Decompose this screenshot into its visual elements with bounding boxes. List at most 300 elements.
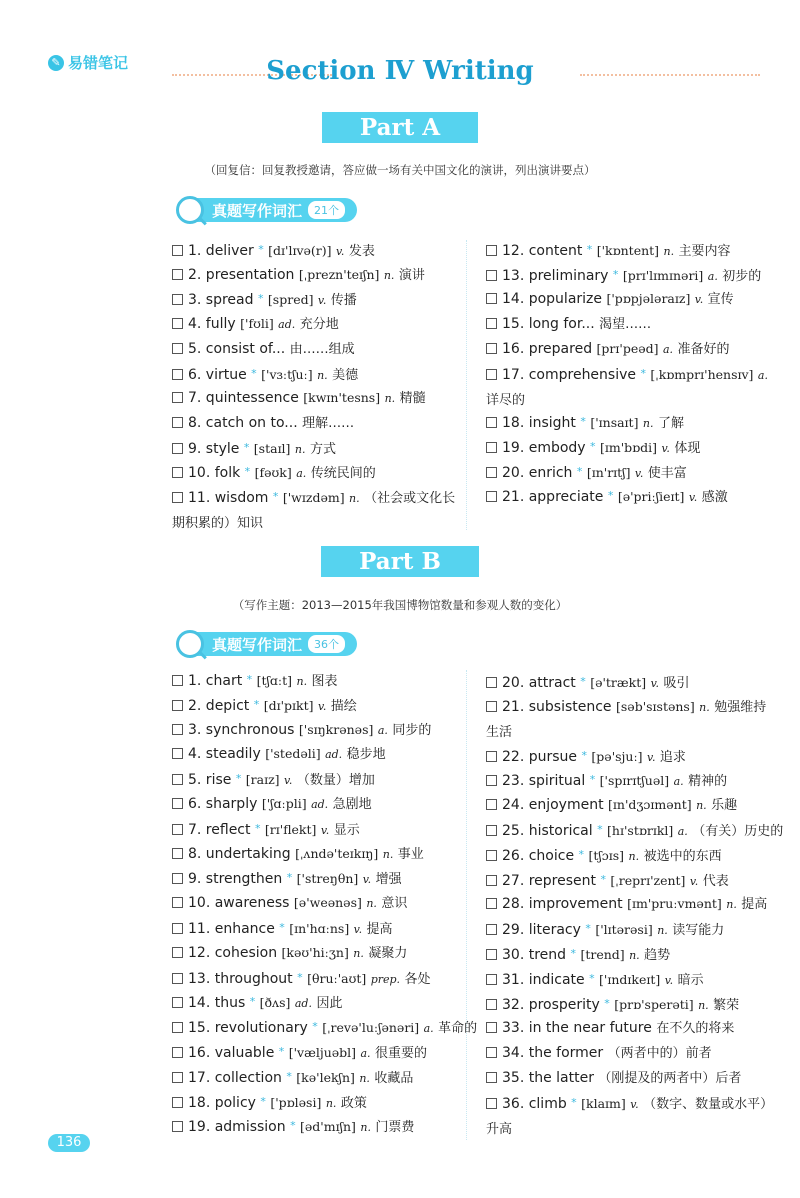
column-divider bbox=[466, 670, 467, 1140]
chinese-meaning: 事业 bbox=[397, 846, 424, 862]
star-icon: * bbox=[279, 921, 285, 934]
vocab-word: 13. preliminary bbox=[502, 267, 609, 284]
chinese-meaning: 被选中的东西 bbox=[643, 848, 722, 864]
vocab-item bbox=[486, 287, 734, 312]
star-icon: * bbox=[258, 243, 264, 256]
phonetic: [prɒ'sperəti] bbox=[614, 996, 694, 1012]
part-of-speech: ad. bbox=[311, 798, 329, 811]
star-icon: * bbox=[257, 292, 264, 306]
part-of-speech: v. bbox=[335, 245, 345, 258]
part-of-speech: a. bbox=[673, 775, 684, 789]
checkbox-icon[interactable] bbox=[486, 751, 497, 762]
checkbox-icon[interactable] bbox=[172, 492, 183, 503]
chinese-meaning: 图表 bbox=[311, 674, 338, 689]
star-icon: * bbox=[578, 847, 585, 861]
vocab-word: 27. represent bbox=[502, 872, 596, 889]
section-title: Section Ⅳ Writing bbox=[266, 56, 534, 86]
part-a-banner bbox=[0, 112, 800, 143]
chinese-meaning: （数字、数量或水平）升高 bbox=[486, 1096, 774, 1137]
checkbox-icon[interactable] bbox=[486, 417, 497, 428]
star-icon: * bbox=[260, 1094, 266, 1108]
part-of-speech: ad. bbox=[325, 748, 343, 762]
vocab-item bbox=[486, 362, 776, 413]
part-of-speech: ad. bbox=[294, 997, 312, 1011]
star-icon: * bbox=[640, 366, 646, 380]
phonetic: [ˌrevə'luːʃənəri] bbox=[322, 1020, 420, 1036]
phonetic: ['stedəli] bbox=[265, 746, 321, 762]
brand-label: 易错笔记 bbox=[68, 54, 129, 72]
chinese-meaning: 宣传 bbox=[707, 292, 734, 308]
star-icon: * bbox=[597, 823, 603, 836]
vocab-word: 12. content bbox=[502, 243, 583, 259]
vocab-item bbox=[172, 941, 407, 966]
phonetic: [ɪn'hɑːns] bbox=[289, 921, 350, 936]
phonetic: [dɪ'lɪvə(r)] bbox=[268, 243, 332, 258]
phonetic: [staɪl] bbox=[253, 440, 291, 456]
checkbox-icon[interactable] bbox=[172, 897, 183, 908]
checkbox-icon[interactable] bbox=[486, 949, 497, 960]
vocab-item bbox=[486, 892, 767, 917]
vocab-word: 7. quintessence bbox=[188, 390, 299, 407]
star-icon: * bbox=[243, 440, 250, 454]
checkbox-icon[interactable] bbox=[486, 1022, 497, 1033]
part-of-speech: n. bbox=[657, 924, 668, 938]
chinese-meaning: （数量）增加 bbox=[296, 773, 375, 789]
chinese-meaning: 传播 bbox=[330, 293, 357, 309]
phonetic: ['ɪnsaɪt] bbox=[590, 415, 639, 431]
star-icon: * bbox=[570, 947, 576, 960]
checkbox-icon[interactable] bbox=[172, 824, 183, 835]
phonetic: [ˌʌndə'teɪkɪŋ] bbox=[295, 845, 379, 861]
phonetic: [tʃɔɪs] bbox=[588, 847, 625, 863]
phonetic: [klaɪm] bbox=[581, 1095, 626, 1111]
chinese-meaning: 在不久的将来 bbox=[656, 1021, 735, 1037]
vocab-item bbox=[172, 966, 431, 992]
phonetic: [ɪn'rɪtʃ] bbox=[586, 464, 631, 480]
vocab-item bbox=[172, 990, 342, 1016]
checkbox-icon[interactable] bbox=[486, 799, 497, 810]
chinese-meaning: 理解…… bbox=[302, 415, 355, 431]
checkbox-icon[interactable] bbox=[172, 467, 183, 478]
checkbox-icon[interactable] bbox=[486, 677, 497, 688]
vocab-word: 22. pursue bbox=[502, 748, 578, 765]
vocab-word: 8. catch on to... bbox=[188, 414, 298, 431]
part-of-speech: a. bbox=[377, 723, 388, 737]
checkbox-icon[interactable] bbox=[172, 774, 183, 785]
checkbox-icon[interactable] bbox=[172, 1097, 183, 1108]
vocab-item bbox=[486, 460, 687, 486]
chinese-meaning: 演讲 bbox=[398, 267, 425, 283]
chinese-meaning: （刚提及的两者中）后者 bbox=[598, 1071, 742, 1086]
part-of-speech: n. bbox=[353, 946, 364, 960]
part-of-speech: n. bbox=[349, 492, 360, 505]
chinese-meaning: 同步的 bbox=[392, 722, 432, 738]
vocab-item bbox=[172, 362, 358, 388]
vocab-word: 17. collection bbox=[188, 1069, 282, 1086]
star-icon: * bbox=[254, 821, 261, 835]
checkbox-icon[interactable] bbox=[486, 850, 497, 861]
vocab-item bbox=[486, 768, 727, 794]
chinese-meaning: 使丰富 bbox=[647, 465, 687, 481]
vocab-item bbox=[486, 843, 722, 869]
vocab-item bbox=[172, 287, 357, 313]
phonetic: [trend] bbox=[580, 947, 625, 962]
vocab-count-badge: 36个 bbox=[308, 635, 345, 653]
part-of-speech: v. bbox=[661, 441, 670, 455]
checkbox-icon[interactable] bbox=[486, 701, 497, 712]
vocab-item bbox=[172, 312, 339, 337]
chinese-meaning: 感激 bbox=[701, 490, 728, 506]
checkbox-icon[interactable] bbox=[172, 443, 183, 454]
checkbox-icon[interactable] bbox=[172, 1072, 183, 1083]
vocab-item bbox=[486, 793, 737, 818]
checkbox-icon[interactable] bbox=[486, 999, 497, 1010]
vocab-word: 3. spread bbox=[188, 292, 254, 309]
vocab-word: 16. valuable bbox=[188, 1045, 275, 1061]
star-icon: * bbox=[251, 366, 257, 380]
vocab-item bbox=[172, 916, 393, 942]
vocab-word: 4. steadily bbox=[188, 746, 261, 763]
part-of-speech: n. bbox=[383, 268, 395, 282]
checkbox-icon[interactable] bbox=[486, 875, 497, 886]
vocab-word: 21. subsistence bbox=[502, 698, 612, 715]
phonetic: ['lɪtərəsi] bbox=[595, 922, 653, 938]
vocab-item bbox=[486, 868, 729, 894]
part-of-speech: n. bbox=[663, 245, 675, 258]
vocab-word: 2. presentation bbox=[188, 266, 295, 283]
pencil-icon: ✎ bbox=[48, 55, 64, 71]
phonetic: [dɪ'pɪkt] bbox=[263, 697, 314, 713]
part-of-speech: v. bbox=[650, 677, 659, 690]
checkbox-icon[interactable] bbox=[486, 1072, 497, 1083]
chinese-meaning: 追求 bbox=[659, 749, 686, 765]
chinese-meaning: 因此 bbox=[316, 996, 343, 1012]
part-of-speech: v. bbox=[694, 293, 704, 307]
part-of-speech: v. bbox=[320, 823, 330, 837]
vocab-item bbox=[486, 917, 724, 943]
part-of-speech: a. bbox=[757, 368, 768, 382]
checkbox-icon[interactable] bbox=[172, 748, 183, 759]
vocab-item bbox=[172, 792, 372, 817]
checkbox-icon[interactable] bbox=[172, 343, 183, 354]
part-of-speech: v. bbox=[634, 466, 644, 480]
phonetic: ['kɒntent] bbox=[596, 243, 660, 258]
vocab-word: 24. enjoyment bbox=[502, 797, 604, 814]
part-of-speech: v. bbox=[630, 1097, 639, 1111]
checkbox-icon[interactable] bbox=[486, 245, 497, 256]
phonetic: [əd'mɪʃn] bbox=[300, 1119, 356, 1135]
checkbox-icon[interactable] bbox=[172, 848, 183, 859]
vocab-word: 34. the former bbox=[502, 1045, 604, 1062]
chinese-meaning: 主要内容 bbox=[678, 244, 731, 259]
vocab-word: 11. enhance bbox=[188, 921, 275, 937]
chinese-meaning: 很重要的 bbox=[375, 1046, 428, 1061]
star-icon: * bbox=[290, 1119, 296, 1133]
star-icon: * bbox=[278, 1045, 285, 1058]
vocab-item bbox=[486, 1016, 734, 1041]
vocab-word: 14. thus bbox=[188, 995, 246, 1012]
column-divider bbox=[466, 240, 467, 530]
part-of-speech: n. bbox=[699, 700, 710, 714]
vocab-word: 19. embody bbox=[502, 439, 586, 456]
chinese-meaning: 提高 bbox=[366, 922, 393, 937]
checkbox-icon[interactable] bbox=[172, 700, 183, 711]
vocab-word: 16. prepared bbox=[502, 340, 593, 357]
vocab-word: 1. chart bbox=[188, 673, 243, 689]
part-of-speech: v. bbox=[647, 750, 656, 764]
part-b-vocab-header bbox=[176, 630, 357, 658]
chinese-meaning: 稳步地 bbox=[346, 747, 386, 763]
vocab-item bbox=[486, 435, 700, 461]
part-of-speech: n. bbox=[294, 442, 306, 456]
vocab-word: 33. in the near future bbox=[502, 1020, 652, 1037]
star-icon: * bbox=[235, 772, 242, 786]
vocab-item bbox=[172, 436, 336, 462]
checkbox-icon[interactable] bbox=[486, 467, 497, 478]
checkbox-icon[interactable] bbox=[486, 924, 497, 935]
part-of-speech: n. bbox=[726, 898, 737, 912]
part-of-speech: n. bbox=[317, 368, 328, 382]
vocab-word: 4. fully bbox=[188, 316, 236, 333]
star-icon: * bbox=[246, 673, 253, 686]
checkbox-icon[interactable] bbox=[486, 1098, 497, 1109]
chinese-meaning: 趋势 bbox=[644, 948, 671, 963]
checkbox-icon[interactable] bbox=[172, 997, 183, 1008]
part-of-speech: a. bbox=[662, 342, 674, 356]
star-icon: * bbox=[581, 748, 587, 762]
chinese-meaning: 充分地 bbox=[299, 317, 339, 333]
vocab-item bbox=[486, 992, 739, 1018]
vocab-word: 18. insight bbox=[502, 415, 576, 432]
vocab-item bbox=[172, 1040, 427, 1066]
star-icon: * bbox=[312, 1020, 318, 1034]
vocab-item bbox=[486, 484, 728, 510]
page-number: 136 bbox=[48, 1134, 90, 1152]
vocab-word: 11. wisdom bbox=[188, 490, 269, 506]
chinese-meaning: 发表 bbox=[348, 244, 375, 259]
checkbox-icon[interactable] bbox=[172, 724, 183, 735]
checkbox-icon[interactable] bbox=[486, 442, 497, 453]
vocab-item bbox=[486, 818, 783, 844]
part-of-speech: n. bbox=[296, 675, 308, 688]
checkbox-icon[interactable] bbox=[172, 392, 183, 403]
vocab-word: 30. trend bbox=[502, 947, 567, 963]
chinese-meaning: 描绘 bbox=[330, 698, 357, 714]
checkbox-icon[interactable] bbox=[172, 923, 183, 934]
vocab-word: 23. spiritual bbox=[502, 773, 586, 790]
phonetic: ['streŋθn] bbox=[296, 871, 359, 887]
vocab-word: 1. deliver bbox=[188, 243, 254, 259]
star-icon: * bbox=[297, 970, 303, 984]
phonetic: ['sɪŋkrənəs] bbox=[298, 721, 374, 737]
star-icon: * bbox=[272, 490, 279, 503]
part-of-speech: v. bbox=[317, 294, 327, 308]
vocab-word: 12. cohesion bbox=[188, 944, 278, 961]
phonetic: ['pɒpjələraɪz] bbox=[606, 291, 691, 307]
star-icon: * bbox=[600, 872, 606, 886]
vocab-word: 6. sharply bbox=[188, 796, 258, 812]
checkbox-icon[interactable] bbox=[486, 318, 497, 329]
vocab-word: 19. admission bbox=[188, 1119, 286, 1136]
phonetic: [ə'trækt] bbox=[590, 675, 647, 690]
chinese-meaning: 繁荣 bbox=[713, 997, 740, 1013]
chinese-meaning: 方式 bbox=[309, 441, 336, 457]
part-of-speech: n. bbox=[629, 949, 640, 962]
vocab-item bbox=[486, 670, 689, 696]
vocab-word: 21. appreciate bbox=[502, 489, 604, 506]
chinese-meaning: 乐趣 bbox=[711, 798, 738, 814]
vocab-item bbox=[486, 1091, 776, 1142]
part-of-speech: v. bbox=[688, 491, 698, 505]
part-of-speech: n. bbox=[382, 847, 394, 861]
vocab-item bbox=[172, 767, 375, 793]
chinese-meaning: 传统民间的 bbox=[310, 466, 376, 482]
checkbox-icon[interactable] bbox=[486, 491, 497, 502]
checkbox-icon[interactable] bbox=[172, 269, 183, 280]
chinese-meaning: 凝聚力 bbox=[368, 945, 408, 961]
checkbox-icon[interactable] bbox=[486, 369, 497, 380]
chinese-meaning: 显示 bbox=[333, 822, 360, 838]
vocab-word: 35. the latter bbox=[502, 1070, 594, 1086]
magnifier-icon bbox=[176, 630, 204, 658]
vocab-word: 25. historical bbox=[502, 823, 593, 839]
vocab-item bbox=[486, 238, 731, 264]
chinese-meaning: 精神的 bbox=[688, 774, 728, 790]
phonetic: [raɪz] bbox=[245, 772, 280, 788]
part-b-banner bbox=[0, 546, 800, 577]
star-icon: * bbox=[586, 243, 593, 256]
checkbox-icon[interactable] bbox=[486, 270, 497, 281]
part-of-speech: n. bbox=[384, 392, 396, 406]
phonetic: [fəʊk] bbox=[254, 465, 292, 481]
chinese-meaning: 意识 bbox=[381, 896, 408, 912]
star-icon: * bbox=[589, 773, 596, 787]
vocab-item bbox=[172, 891, 407, 916]
vocab-word: 7. reflect bbox=[188, 821, 251, 838]
checkbox-icon[interactable] bbox=[172, 369, 183, 380]
part-of-speech: prep. bbox=[370, 972, 401, 986]
chinese-meaning: 由……组成 bbox=[289, 341, 355, 357]
vocab-item bbox=[172, 668, 338, 694]
checkbox-icon[interactable] bbox=[172, 675, 183, 686]
vocab-word: 36. climb bbox=[502, 1095, 567, 1112]
chinese-meaning: 体现 bbox=[674, 440, 701, 456]
vocab-item bbox=[486, 312, 651, 337]
part-of-speech: v. bbox=[689, 874, 699, 888]
checkbox-icon[interactable] bbox=[172, 973, 183, 984]
vocab-item bbox=[172, 238, 375, 264]
part-a-title: Part A bbox=[322, 112, 478, 143]
checkbox-icon[interactable] bbox=[486, 775, 497, 786]
phonetic: [tʃɑːt] bbox=[256, 673, 293, 688]
checkbox-icon[interactable] bbox=[172, 318, 183, 329]
phonetic: [ɪn'dʒɔɪmənt] bbox=[608, 797, 692, 813]
phonetic: [kwɪn'tesns] bbox=[303, 390, 381, 406]
star-icon: * bbox=[589, 971, 595, 985]
phonetic: [prɪ'lɪmɪnəri] bbox=[622, 267, 704, 283]
vocab-item bbox=[486, 263, 761, 289]
chinese-meaning: 各处 bbox=[404, 971, 431, 987]
part-of-speech: n. bbox=[359, 1071, 370, 1085]
part-of-speech: v. bbox=[353, 923, 363, 936]
phonetic: ['ʃɑːpli] bbox=[261, 796, 307, 811]
vocab-item bbox=[486, 967, 704, 993]
checkbox-icon[interactable] bbox=[486, 343, 497, 354]
phonetic: ['ɪndɪkeɪt] bbox=[599, 971, 661, 987]
phonetic: ['spɪrɪtʃuəl] bbox=[599, 773, 670, 789]
checkbox-icon[interactable] bbox=[486, 293, 497, 304]
checkbox-icon[interactable] bbox=[172, 417, 183, 428]
phonetic: [ɪm'pruːvmənt] bbox=[627, 896, 722, 912]
vocab-word: 6. virtue bbox=[188, 366, 247, 383]
vocab-item bbox=[486, 1041, 712, 1066]
checkbox-icon[interactable] bbox=[486, 1047, 497, 1058]
vocab-word: 20. enrich bbox=[502, 464, 573, 481]
part-of-speech: n. bbox=[366, 897, 377, 911]
vocab-word: 5. rise bbox=[188, 772, 232, 789]
star-icon: * bbox=[590, 439, 596, 453]
chinese-meaning: 初步的 bbox=[722, 268, 762, 284]
chinese-meaning: 渴望…… bbox=[599, 317, 652, 333]
vocab-item bbox=[172, 460, 376, 486]
checkbox-icon[interactable] bbox=[172, 245, 183, 256]
phonetic: [ˌreprɪ'zent] bbox=[610, 872, 686, 888]
star-icon: * bbox=[607, 489, 614, 503]
vocab-word: 28. improvement bbox=[502, 896, 623, 913]
vocab-word: 29. literacy bbox=[502, 922, 581, 939]
vocab-word: 17. comprehensive bbox=[502, 366, 637, 383]
phonetic: [prɪ'peəd] bbox=[596, 340, 659, 356]
chinese-meaning: （两者中的）前者 bbox=[607, 1046, 712, 1062]
part-of-speech: a. bbox=[677, 825, 688, 838]
phonetic: ['vɜːtʃuː] bbox=[261, 366, 313, 382]
phonetic: [θruː'aʊt] bbox=[307, 970, 367, 986]
part-a-vocab-header bbox=[176, 196, 357, 224]
checkbox-icon[interactable] bbox=[172, 1121, 183, 1132]
phonetic: [hɪ'stɒrɪkl] bbox=[607, 823, 674, 838]
part-of-speech: v. bbox=[317, 699, 327, 713]
checkbox-icon[interactable] bbox=[172, 1022, 183, 1033]
vocab-item bbox=[172, 263, 425, 288]
phonetic: [ˌprezn'teɪʃn] bbox=[298, 266, 380, 282]
checkbox-icon[interactable] bbox=[486, 898, 497, 909]
checkbox-icon[interactable] bbox=[172, 798, 183, 809]
checkbox-icon[interactable] bbox=[172, 294, 183, 305]
checkbox-icon[interactable] bbox=[172, 873, 183, 884]
checkbox-icon[interactable] bbox=[172, 1047, 183, 1058]
chinese-meaning: 了解 bbox=[657, 416, 684, 432]
vocab-item bbox=[172, 842, 424, 867]
chinese-meaning: 美德 bbox=[332, 367, 359, 383]
phonetic: [səb'sɪstəns] bbox=[616, 698, 695, 714]
part-a-description: （回复信：回复教授邀请，答应做一场有关中国文化的演讲，列出演讲要点） bbox=[204, 163, 596, 177]
vocab-item bbox=[172, 817, 360, 843]
checkbox-icon[interactable] bbox=[172, 947, 183, 958]
vocab-item bbox=[172, 1015, 477, 1041]
part-of-speech: v. bbox=[362, 873, 372, 887]
vocab-item bbox=[172, 693, 357, 719]
chinese-meaning: 收藏品 bbox=[374, 1070, 414, 1086]
part-b-title: Part B bbox=[321, 546, 479, 577]
phonetic: ['væljuəbl] bbox=[288, 1045, 357, 1060]
part-of-speech: a. bbox=[707, 269, 718, 283]
checkbox-icon[interactable] bbox=[486, 974, 497, 985]
vocab-word: 2. depict bbox=[188, 697, 250, 714]
chinese-meaning: （社会或文化长期积累的）知识 bbox=[172, 491, 456, 531]
vocab-word: 10. awareness bbox=[188, 895, 290, 912]
checkbox-icon[interactable] bbox=[486, 825, 497, 836]
vocab-word: 10. folk bbox=[188, 465, 241, 482]
